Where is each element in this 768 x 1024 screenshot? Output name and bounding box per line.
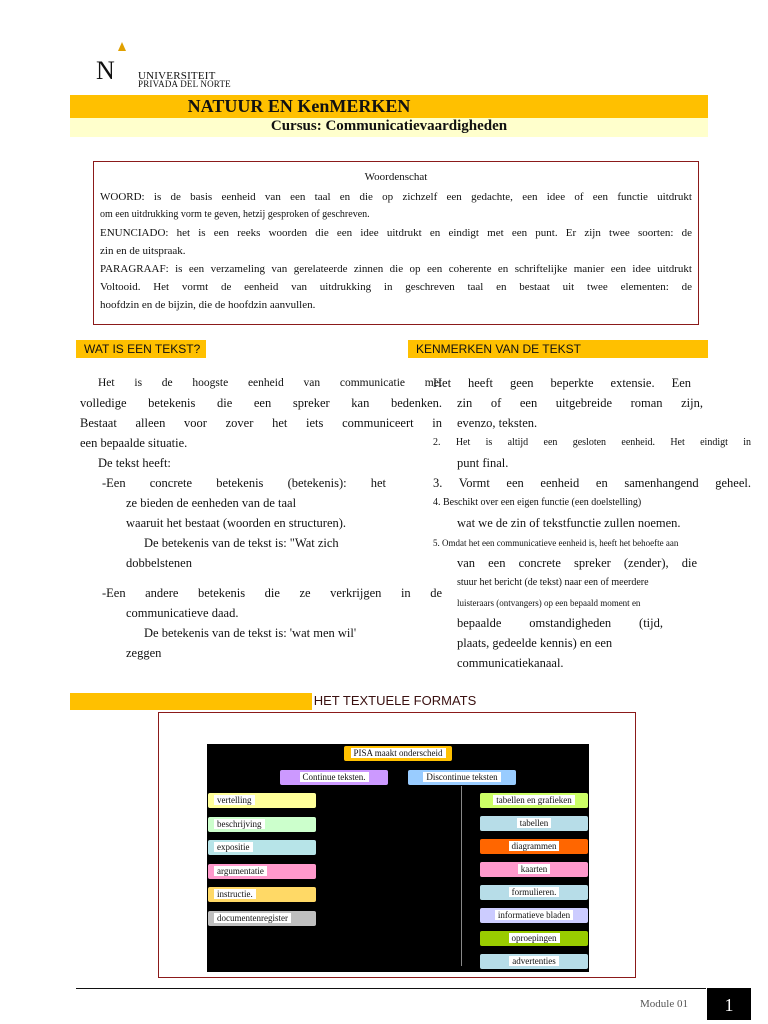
- university-logo-text: [138, 72, 231, 88]
- right-line: evenzo, teksten.: [457, 416, 538, 430]
- vocab-woord-line-1: WOORD: is de basis eenheid van een taal en die op zichzelf een gedachte, een idee of een functie uitdrukt: [100, 191, 692, 203]
- left-line: communicatieve daad.: [126, 606, 239, 620]
- left-line: De betekenis van de tekst is: "Wat zich: [144, 536, 339, 550]
- left-line: dobbelstenen: [126, 556, 192, 570]
- discontinuous-text-item: [480, 816, 588, 831]
- discontinuous-text-item-label: tabellen en grafieken: [493, 795, 574, 805]
- continuous-text-item-label: argumentatie: [214, 866, 267, 876]
- right-line: zin of een uitgebreide roman zijn,: [457, 396, 703, 410]
- section-heading-what-is-text: WAT IS EEN TEKST?: [76, 340, 206, 358]
- vocab-enunciado-line-2: zin en de uitspraak.: [100, 245, 186, 257]
- discontinuous-text-item-label: informatieve bladen: [495, 910, 573, 920]
- continuous-text-item: [208, 887, 316, 902]
- discontinuous-text-item-label: oproepingen: [509, 933, 560, 943]
- left-line: De betekenis van de tekst is: 'wat men wil': [144, 626, 357, 640]
- root-node-label: PISA maakt onderscheid: [351, 748, 446, 758]
- continuous-text-item-label: instructie.: [214, 889, 256, 899]
- right-line: plaats, gedeelde kennis) en een: [457, 636, 613, 650]
- right-line: 5. Omdat het een communicatieve eenheid is, heeft het behoefte aan: [433, 538, 679, 548]
- discontinuous-text-item: [480, 931, 588, 946]
- right-line: stuur het bericht (de tekst) naar een of meerdere: [457, 577, 649, 588]
- page-title-text: NATUUR EN KenMERKEN: [187, 96, 411, 116]
- left-line: zeggen: [126, 646, 162, 660]
- left-line: -Een concrete betekenis (betekenis): het: [102, 476, 386, 490]
- left-line: Bestaat alleen voor zover het iets communiceert in: [80, 416, 442, 430]
- left-line: ze bieden de eenheden van de taal: [126, 496, 297, 510]
- root-node: [344, 746, 452, 761]
- formats-diagram: [207, 744, 589, 972]
- continuous-text-item-label: beschrijving: [214, 819, 265, 829]
- course-subtitle: Cursus: Communicatievaardigheden: [270, 118, 508, 134]
- right-line: wat we de zin of tekstfunctie zullen noemen.: [457, 516, 681, 530]
- discontinuous-node-label: Discontinue teksten: [423, 772, 500, 782]
- discontinuous-text-item: [480, 885, 588, 900]
- continuous-text-item: [208, 817, 316, 832]
- formats-heading: HET TEXTUELE FORMATS: [313, 693, 477, 708]
- right-line: bepaalde omstandigheden (tijd,: [457, 616, 663, 630]
- continuous-text-item: [208, 793, 316, 808]
- discontinuous-node: [408, 770, 516, 785]
- discontinuous-text-item: [480, 954, 588, 969]
- continuous-text-item: [208, 864, 316, 879]
- page-number: 1: [707, 988, 751, 1020]
- left-line: volledige betekenis die een spreker kan bedenken.: [80, 396, 442, 410]
- left-line: Het is de hoogste eenheid van communicatie met: [98, 377, 442, 389]
- discontinuous-text-item: [480, 839, 588, 854]
- right-line: Het heeft geen beperkte extensie. Een: [433, 376, 691, 390]
- right-line: 3. Vormt een eenheid en samenhangend geheel.: [433, 476, 751, 490]
- vocabulary-box: [93, 161, 699, 325]
- connector-line: [461, 786, 462, 966]
- discontinuous-text-item: [480, 908, 588, 923]
- logo-letter: N: [96, 56, 115, 85]
- discontinuous-text-item-label: diagrammen: [509, 841, 560, 851]
- vocab-paragraaf-line-1: PARAGRAAF: is een verzameling van gerelateerde zinnen die op een coherente en schriftelijke manier een idee uitdrukt: [100, 263, 692, 275]
- continuous-text-item: [208, 911, 316, 926]
- left-line: -Een andere betekenis die ze verkrijgen in de: [102, 586, 442, 600]
- page-title: [70, 96, 708, 117]
- left-line: waaruit het bestaat (woorden en structuren).: [126, 516, 347, 530]
- section-heading-characteristics: KENMERKEN VAN DE TEKST: [408, 340, 708, 358]
- right-line: communicatiekanaal.: [457, 656, 564, 670]
- logo-line-1: UNIVERSITEIT: [138, 70, 216, 82]
- discontinuous-text-item: [480, 793, 588, 808]
- continuous-text-item-label: documentenregister: [214, 913, 291, 923]
- vocabulary-heading: Woordenschat: [364, 171, 428, 183]
- right-line: 2. Het is altijd een gesloten eenheid. Het eindigt in: [433, 437, 751, 448]
- right-column-text: [433, 373, 753, 673]
- discontinuous-text-item: [480, 862, 588, 877]
- discontinuous-text-item-label: advertenties: [509, 956, 558, 966]
- discontinuous-text-item-label: tabellen: [517, 818, 552, 828]
- discontinuous-text-item-label: kaarten: [518, 864, 550, 874]
- left-line: een bepaalde situatie.: [80, 436, 188, 450]
- continuous-text-item-label: expositie: [214, 842, 253, 852]
- logo-line-2: PRIVADA DEL NORTE: [138, 79, 231, 89]
- logo-star-icon: [118, 42, 126, 51]
- vocab-paragraaf-line-3: hoofdzin en de bijzin, die de hoofdzin aanvullen.: [100, 299, 316, 311]
- continuous-text-item-label: vertelling: [214, 795, 255, 805]
- footer-line: [76, 988, 706, 989]
- footer-module: Module 01: [640, 998, 688, 1010]
- formats-band: [70, 693, 312, 710]
- discontinuous-text-item-label: formulieren.: [509, 887, 560, 897]
- right-line: luisteraars (ontvangers) op een bepaald moment en: [457, 598, 641, 608]
- left-spacer: [80, 573, 442, 583]
- continuous-node-label: Continue teksten.: [300, 772, 369, 782]
- right-line: 4. Beschikt over een eigen functie (een doelstelling): [433, 497, 642, 508]
- vocab-woord-line-2: om een uitdrukking vorm te geven, hetzij gesproken of geschreven.: [100, 209, 370, 220]
- right-line: punt final.: [457, 456, 509, 470]
- continuous-node: [280, 770, 388, 785]
- right-line: van een concrete spreker (zender), die: [457, 556, 697, 570]
- vocab-paragraaf-line-2: Voltooid. Het vormt de eenheid van uitdrukking in geschreven taal en bestaat uit twee elementen: de: [100, 281, 692, 293]
- left-line: De tekst heeft:: [98, 456, 171, 470]
- vocab-enunciado-line-1: ENUNCIADO: het is een reeks woorden die een idee uitdrukt en eindigt met een punt. Er zijn twee soorten: de: [100, 227, 692, 239]
- continuous-text-item: [208, 840, 316, 855]
- left-column-text: [80, 373, 442, 663]
